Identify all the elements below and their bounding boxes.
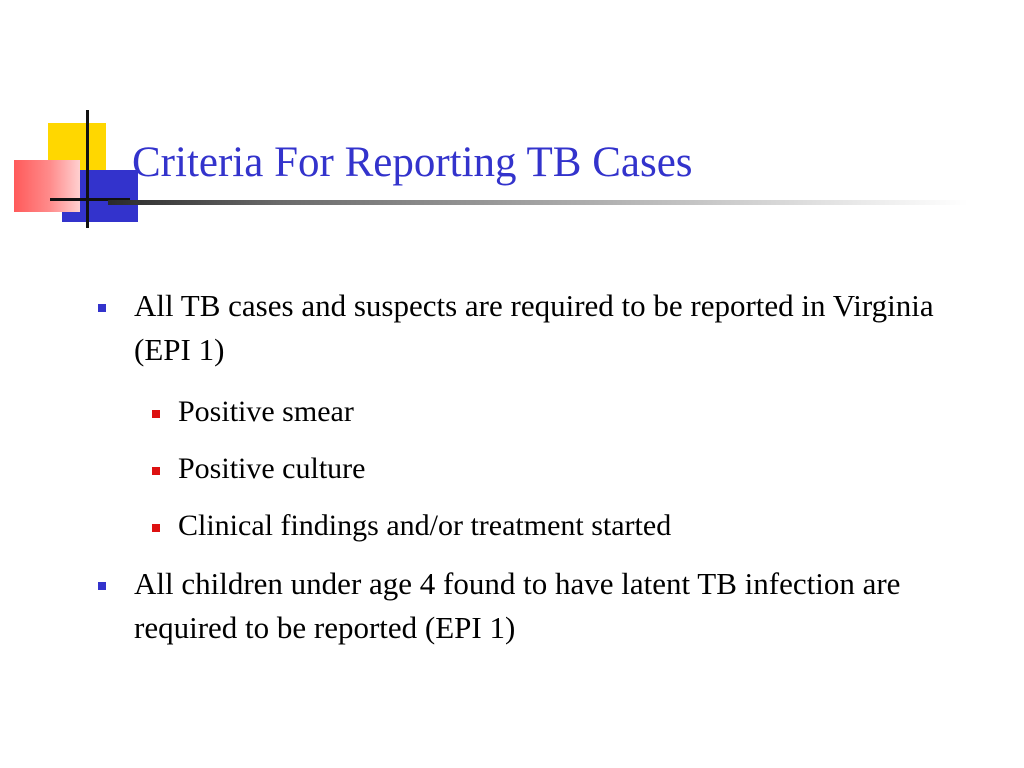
sub-bullet-marker	[152, 467, 160, 475]
sub-bullet-marker	[152, 410, 160, 418]
bullet-marker	[98, 304, 106, 312]
bullet-item-2: All children under age 4 found to have latent TB infection are required to be reported (EPI 1)	[134, 566, 901, 645]
sub-bullet-item-1: Positive smear	[178, 395, 354, 428]
sub-bullet-item-3: Clinical findings and/or treatment started	[178, 509, 672, 542]
bullet-item-1: All TB cases and suspects are required to be reported in Virginia (EPI 1)	[134, 288, 934, 367]
sub-bullet-marker	[152, 524, 160, 532]
slide-title: Criteria For Reporting TB Cases	[132, 139, 693, 186]
sub-bullet-item-2: Positive culture	[178, 452, 366, 485]
title-underline	[108, 200, 968, 205]
logo-vertical-line	[86, 110, 89, 228]
bullet-marker	[98, 582, 106, 590]
logo-red-square	[14, 160, 80, 212]
